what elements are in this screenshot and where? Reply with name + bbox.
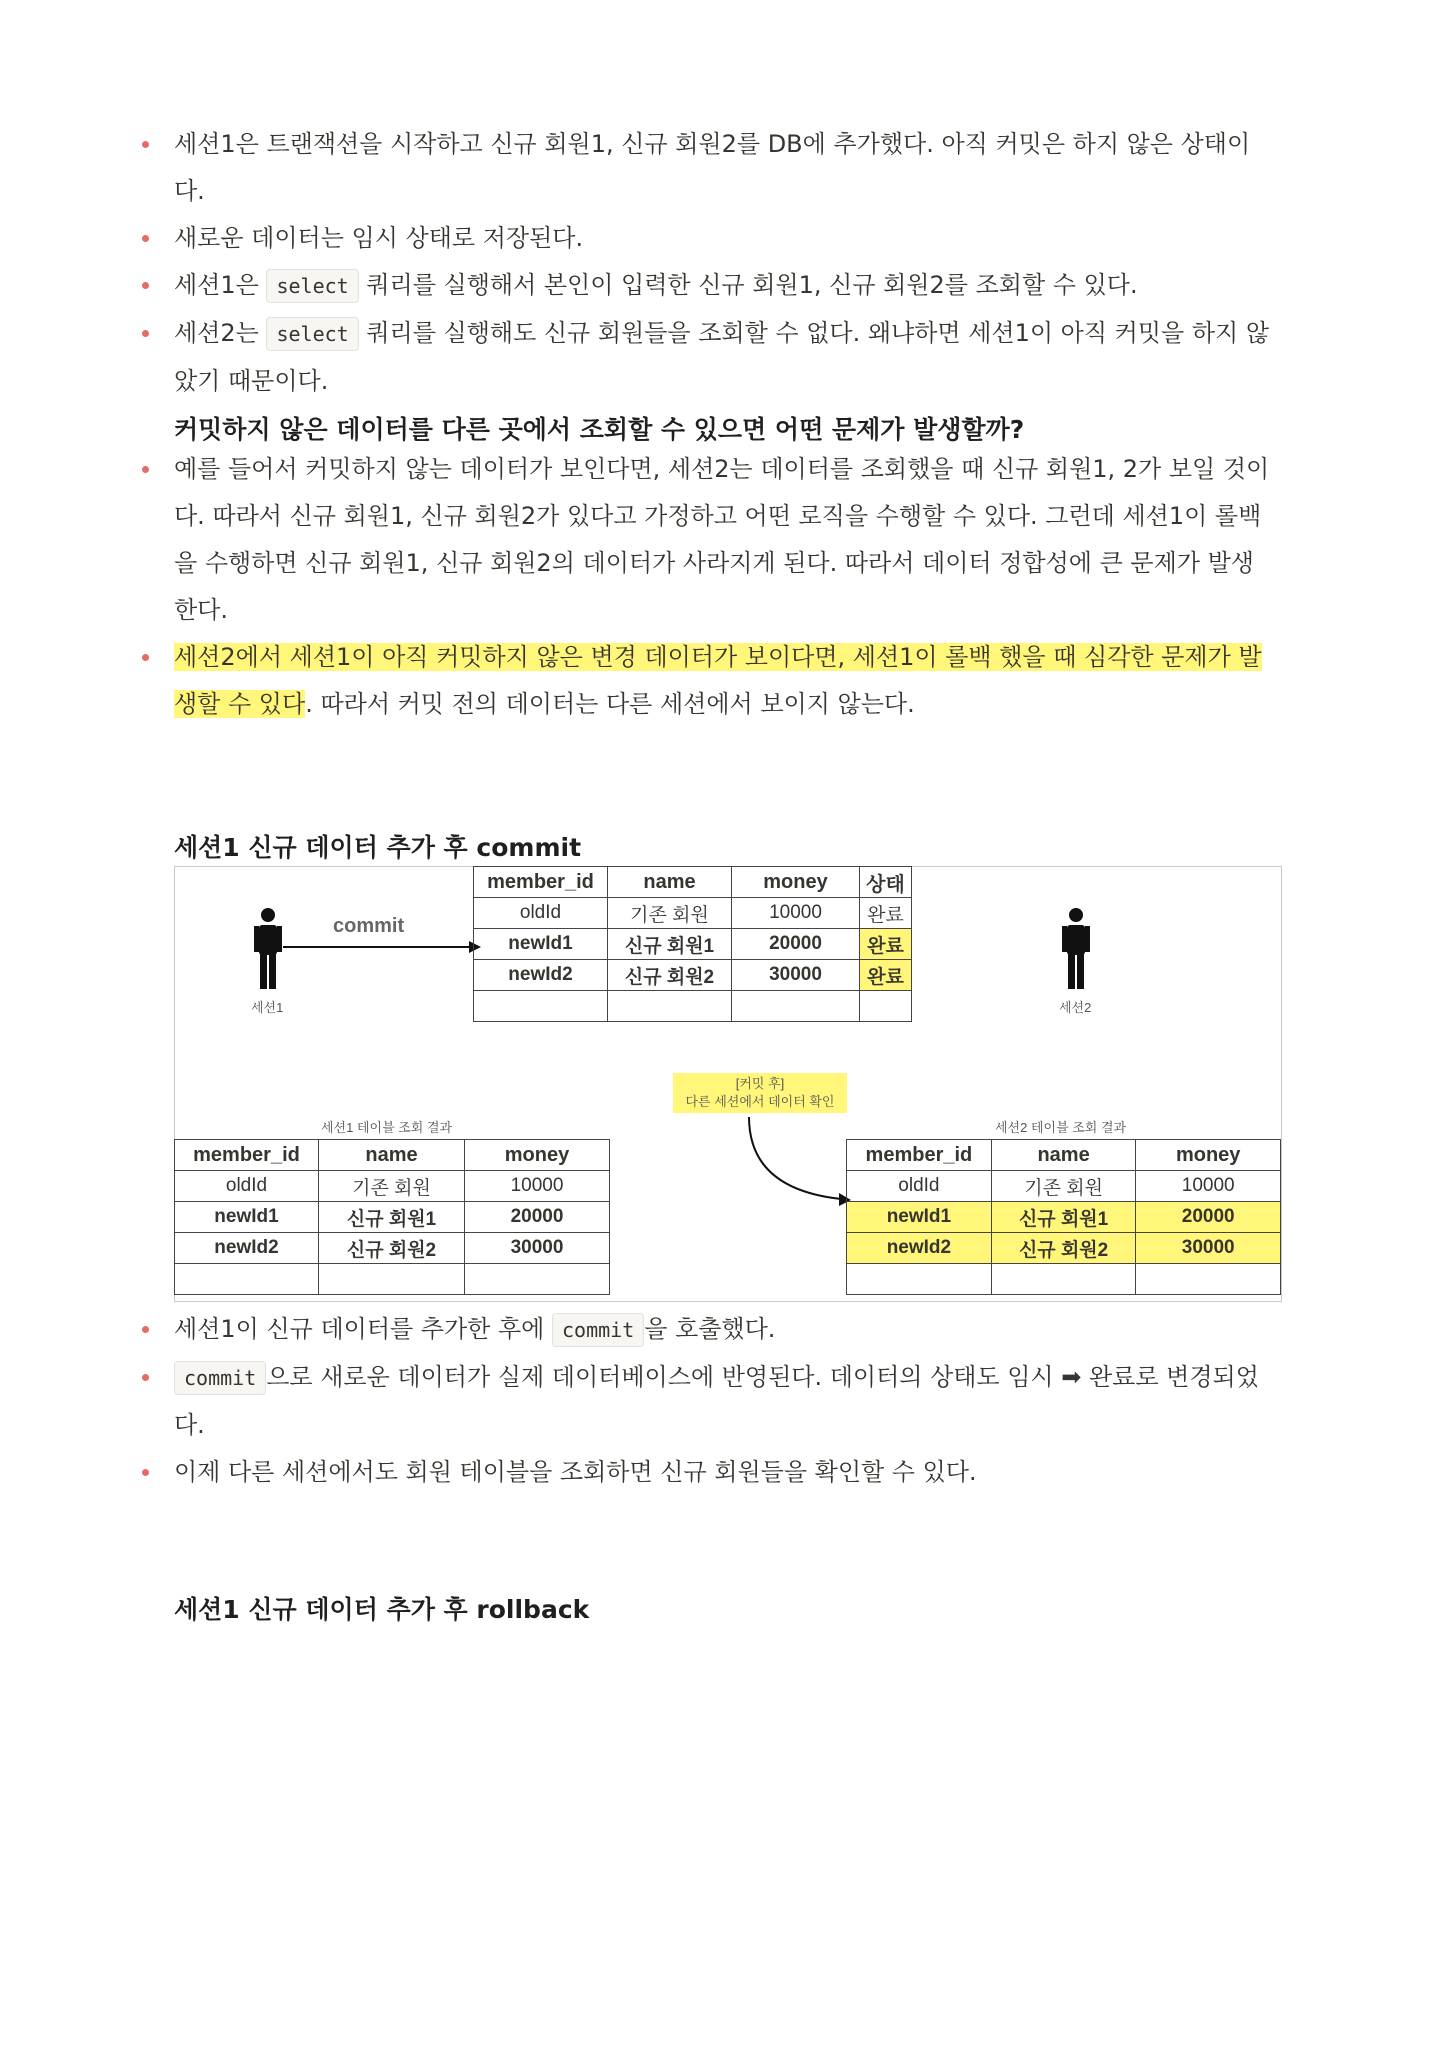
column-header: money (465, 1140, 610, 1171)
list-item: 세션2는 select 쿼리를 실행해도 신규 회원들을 조회할 수 없다. 왜냐하면 세션1이 아직 커밋을 하지 않았기 때문이다. (142, 310, 1272, 405)
person-icon (1061, 907, 1091, 991)
table-row: oldId 기존 회원 10000 (175, 1171, 610, 1202)
inline-code: commit (174, 1361, 266, 1395)
table-row: oldId 기존 회원 10000 (847, 1171, 1281, 1202)
inline-code: commit (552, 1313, 644, 1347)
commit-label: commit (333, 915, 405, 937)
section-heading-commit: 세션1 신규 데이터 추가 후 commit (174, 833, 582, 862)
list-item: 예를 들어서 커밋하지 않는 데이터가 보인다면, 세션2는 데이터를 조회했을 때 신규 회원1, 2가 보일 것이다. 따라서 신규 회원1, 신규 회원2가 있다고 가정하고 어떤 로직을 수행할 수 있다. 그런데 세션1이 롤백을 수행하면 신규 회원1, 신규 회원2의 데이터가 사라지게 된다. 따라서 데이터 정합성에 큰 문제가 발생한다. (142, 446, 1272, 634)
list-item: 세션1은 select 쿼리를 실행해서 본인이 입력한 신규 회원1, 신규 회원2를 조회할 수 있다. (142, 262, 1272, 310)
commit-explanation-list (142, 1306, 1272, 1496)
list-item: 세션1이 신규 데이터를 추가한 후에 commit 을 호출했다. (142, 1306, 1272, 1354)
section-heading-rollback: 세션1 신규 데이터 추가 후 rollback (174, 1595, 590, 1624)
arrow-icon (283, 937, 483, 957)
table-row (474, 991, 912, 1022)
table-row: newId1 신규 회원1 20000 완료 (474, 929, 912, 960)
table-row (847, 1264, 1281, 1295)
column-header: name (991, 1140, 1136, 1171)
session2-label: 세션2 (1059, 1000, 1092, 1015)
table-row: newId1 신규 회원1 20000 (175, 1202, 610, 1233)
column-header: member_id (847, 1140, 992, 1171)
table-row: newId2 신규 회원2 30000 (847, 1233, 1281, 1264)
list-item: 새로운 데이터는 임시 상태로 저장된다. (142, 215, 1272, 262)
question-heading: 커밋하지 않은 데이터를 다른 곳에서 조회할 수 있으면 어떤 문제가 발생할까? (174, 415, 1025, 444)
commit-diagram (174, 866, 1282, 1302)
table-row: newId1 신규 회원1 20000 (847, 1202, 1281, 1233)
table-row: oldId 기존 회원 10000 완료 (474, 898, 912, 929)
intro-list (142, 121, 1272, 405)
list-item: 세션2에서 세션1이 아직 커밋하지 않은 변경 데이터가 보이다면, 세션1이 롤백 했을 때 심각한 문제가 발생할 수 있다. 따라서 커밋 전의 데이터는 다른 세션에서 보이지 않는다. (142, 634, 1272, 728)
session1-label: 세션1 (251, 1000, 284, 1015)
column-header: 상태 (860, 867, 912, 898)
session2-result-table (846, 1139, 1281, 1295)
left-caption: 세션1 테이블 조회 결과 (321, 1120, 453, 1135)
list-item: commit 으로 새로운 데이터가 실제 데이터베이스에 반영된다. 데이터의 상태도 임시 ➡ 완료로 변경되었다. (142, 1354, 1272, 1449)
right-caption: 세션2 테이블 조회 결과 (995, 1120, 1127, 1135)
column-header: member_id (474, 867, 608, 898)
table-row (175, 1264, 610, 1295)
member-table (473, 866, 912, 1022)
list-item: 세션1은 트랜잭션을 시작하고 신규 회원1, 신규 회원2를 DB에 추가했다. 아직 커밋은 하지 않은 상태이다. (142, 121, 1272, 215)
column-header: name (319, 1140, 465, 1171)
column-header: member_id (175, 1140, 319, 1171)
session1-result-table (174, 1139, 610, 1295)
column-header: money (1136, 1140, 1281, 1171)
highlighted-text: 세션2에서 세션1이 아직 커밋하지 않은 변경 데이터가 보이다면, 세션1이 롤백 했을 때 심각한 문제가 발생할 수 있다 (174, 643, 1262, 718)
inline-code: select (266, 269, 358, 303)
commit-note: [커밋 후] 다른 세션에서 데이터 확인 (673, 1073, 847, 1113)
curved-arrow-icon (735, 1115, 855, 1215)
table-row: newId2 신규 회원2 30000 완료 (474, 960, 912, 991)
table-row: newId2 신규 회원2 30000 (175, 1233, 610, 1264)
inline-code: select (266, 317, 358, 351)
problem-list (142, 446, 1272, 728)
column-header: money (732, 867, 860, 898)
person-icon (253, 907, 283, 991)
list-item: 이제 다른 세션에서도 회원 테이블을 조회하면 신규 회원들을 확인할 수 있다. (142, 1449, 1272, 1496)
column-header: name (608, 867, 732, 898)
